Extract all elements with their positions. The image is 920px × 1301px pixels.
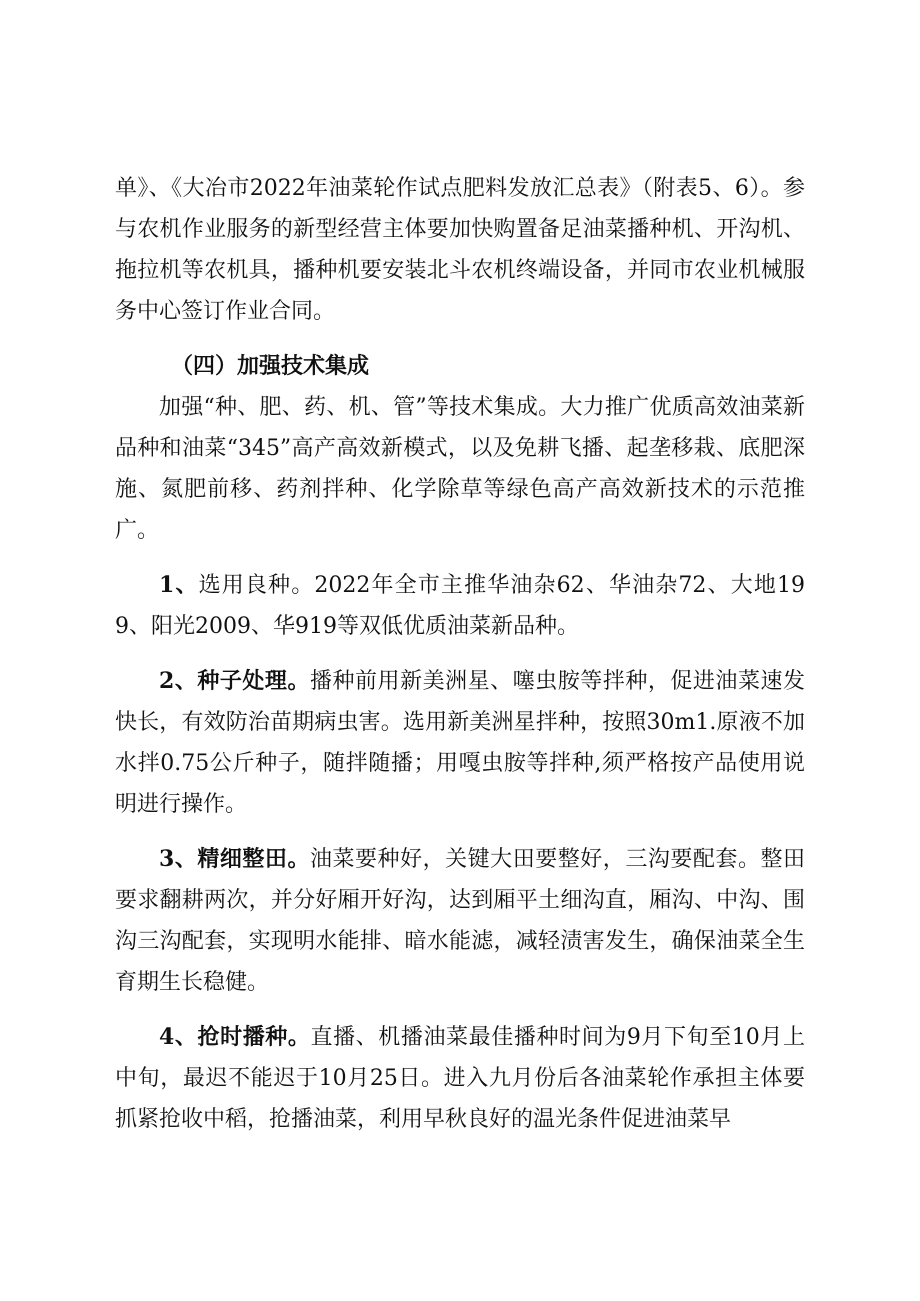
list-item-3-lead: 3、精细整田。 (159, 846, 310, 872)
list-item-2-text: 播种前用新美洲星、噻虫胺等拌种，促进油菜速发快长，有效防治苗期病虫害。选用新美洲星拌种，按照30m1.原液不加水拌0.75公斤种子，随拌随播；用嘎虫胺等拌种,须严格按产品使用说明进行操作。 (115, 669, 805, 817)
list-item-2-lead: 2、种子处理。 (159, 668, 310, 694)
list-item-4-text: 直播、机播油菜最佳播种时间为9月下旬至10月上中旬，最迟不能迟于10月25日。进入九月份后各油菜轮作承担主体要抓紧抢收中稻，抢播油菜，利用早秋良好的温光条件促进油菜早 (115, 1025, 805, 1132)
paragraph-continuation: 单》、《大冶市2022年油菜轮作试点肥料发放汇总表》（附表5、6）。参与农机作业服务的新型经营主体要加快购置备足油菜播种机、开沟机、拖拉机等农机具，播种机要安装北斗农机终端设备，并同市农业机械服务中心签订作业合同。 (115, 176, 805, 324)
list-item-1-text: 选用良种。2022年全市主推华油杂62、华油杂72、大地199、阳光2009、华919等双低优质油菜新品种。 (115, 573, 805, 639)
section-heading-4: （四）加强技术集成 (171, 353, 370, 379)
list-item-1 (115, 565, 805, 647)
list-item-4-lead: 4、抢时播种。 (159, 1024, 311, 1050)
paragraph-tech-integration: 加强“种、肥、药、机、管”等技术集成。大力推广优质高效油菜新品种和油菜“345”高产高效新模式，以及免耕飞播、起垄移栽、底肥深施、氮肥前移、药剂拌种、化学除草等绿色高产高效新技术的示范推广。 (115, 395, 805, 543)
list-item-2 (115, 661, 805, 825)
document-page (115, 168, 805, 1140)
list-item-1-lead: 1、 (159, 572, 199, 598)
list-item-3 (115, 839, 805, 1003)
list-item-4 (115, 1017, 805, 1140)
list-item-3-text: 油菜要种好，关键大田要整好，三沟要配套。整田要求翻耕两次，并分好厢开好沟，达到厢平土细沟直，厢沟、中沟、围沟三沟配套，实现明水能排、暗水能滤，减轻渍害发生，确保油菜全生育期生长稳健。 (115, 847, 805, 995)
